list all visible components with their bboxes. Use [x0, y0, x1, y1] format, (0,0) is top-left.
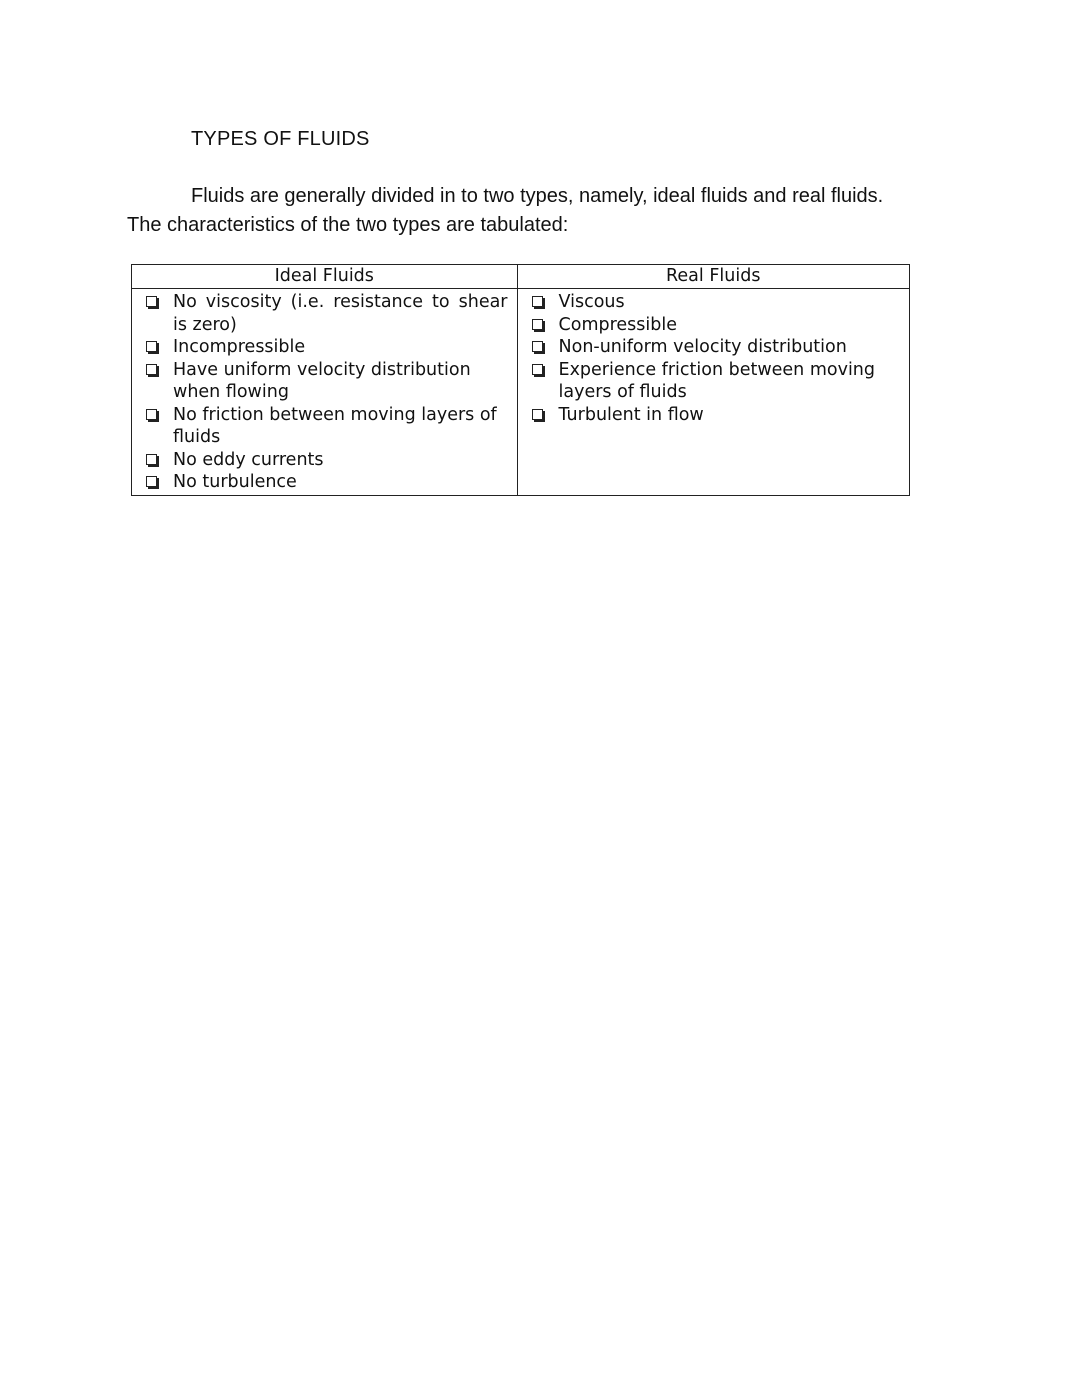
- list-item: [145, 404, 508, 449]
- list-item: [531, 291, 900, 314]
- list-item-text: No eddy currents: [173, 449, 324, 470]
- checkbox-square-icon: [146, 454, 157, 465]
- list-item: [531, 314, 900, 337]
- list-item: [531, 359, 900, 404]
- intro-line-1: Fluids are generally divided in to two types, namely, ideal fluids and real fluids.: [191, 185, 884, 207]
- checkbox-square-icon: [532, 341, 543, 352]
- table-header-row: [132, 265, 910, 289]
- real-fluids-cell: [517, 289, 909, 496]
- real-fluids-list: [519, 290, 908, 426]
- list-item-text: Compressible: [558, 314, 678, 335]
- checkbox-square-icon: [532, 296, 543, 307]
- list-item: [145, 471, 508, 494]
- checkbox-square-icon: [146, 341, 157, 352]
- intro-paragraph: [127, 182, 947, 240]
- checkbox-square-icon: [532, 364, 543, 375]
- list-item-text: Experience friction between moving layers of fluids: [558, 359, 876, 402]
- checkbox-square-icon: [146, 296, 157, 307]
- list-item-text: Incompressible: [173, 337, 306, 357]
- list-item: [531, 404, 900, 427]
- list-item-text: No friction between moving layers of fluids: [173, 404, 497, 447]
- list-item-text: Viscous: [558, 292, 625, 312]
- list-item: [145, 449, 508, 472]
- section-heading: TYPES OF FLUIDS: [191, 128, 370, 150]
- list-item: [145, 359, 508, 404]
- fluid-types-table: [131, 264, 910, 496]
- list-item: [531, 336, 900, 359]
- list-item-text: Non-uniform velocity distribution: [558, 337, 847, 357]
- ideal-fluids-cell: [132, 289, 518, 496]
- table-row: [132, 289, 910, 496]
- list-item-text: Turbulent in flow: [558, 404, 704, 425]
- header-real-fluids: Real Fluids: [517, 265, 909, 289]
- checkbox-square-icon: [532, 409, 543, 420]
- list-item-text: No viscosity (i.e. resistance to shear is zero): [173, 292, 508, 335]
- checkbox-square-icon: [532, 319, 543, 330]
- header-ideal-fluids: Ideal Fluids: [132, 265, 518, 289]
- checkbox-square-icon: [146, 476, 157, 487]
- checkbox-square-icon: [146, 364, 157, 375]
- list-item-text: No turbulence: [173, 472, 297, 492]
- ideal-fluids-list: [133, 290, 516, 494]
- list-item-text: Have uniform velocity distribution when flowing: [173, 359, 471, 402]
- list-item: [145, 291, 508, 336]
- checkbox-square-icon: [146, 409, 157, 420]
- list-item: [145, 336, 508, 359]
- intro-line-2: The characteristics of the two types are tabulated:: [127, 214, 569, 236]
